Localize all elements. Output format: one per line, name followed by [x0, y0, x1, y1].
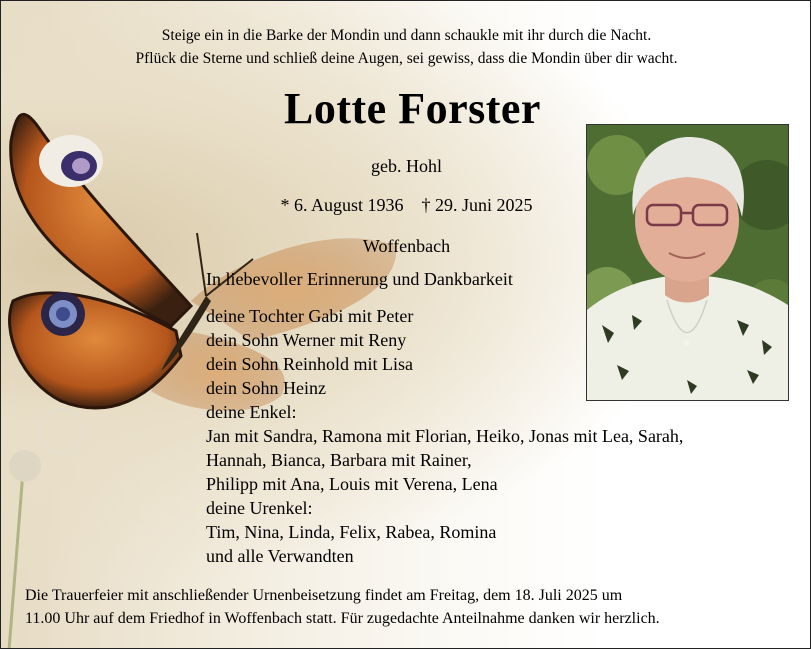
list-item: deine Enkel:	[206, 402, 297, 422]
list-item: Hannah, Bianca, Barbara mit Rainer,	[206, 450, 472, 470]
list-item: deine Tochter Gabi mit Peter	[206, 306, 414, 326]
list-item: Jan mit Sandra, Ramona mit Florian, Heiko, Jonas mit Lea, Sarah,	[206, 426, 684, 446]
list-item: Tim, Nina, Linda, Felix, Rabea, Romina	[206, 522, 497, 542]
list-item: Philipp mit Ana, Louis mit Verena, Lena	[206, 474, 498, 494]
list-item: deine Urenkel:	[206, 498, 313, 518]
verse-line-1: Steige ein in die Barke der Mondin und dann schaukle mit ihr durch die Nacht.	[161, 27, 652, 44]
maiden-name: geb. Hohl	[371, 156, 442, 176]
list-item: dein Sohn Reinhold mit Lisa	[206, 354, 413, 374]
funeral-notice	[25, 584, 795, 630]
list-item: dein Sohn Heinz	[206, 378, 326, 398]
place: Woffenbach	[362, 236, 451, 256]
funeral-notice-line-1: Die Trauerfeier mit anschließender Urnenbeisetzung findet am Freitag, dem 18. Juli 2025 um	[25, 587, 623, 604]
deceased-name: Lotte Forster	[284, 84, 541, 133]
remembrance-intro: In liebevoller Erinnerung und Dankbarkeit	[206, 269, 513, 289]
death-date: † 29. Juni 2025	[421, 195, 533, 215]
list-item: dein Sohn Werner mit Reny	[206, 330, 407, 350]
funeral-notice-line-2: 11.00 Uhr auf dem Friedhof in Woffenbach statt. Für zugedachte Anteilnahme danken wir herzlich.	[25, 610, 660, 627]
birth-date: * 6. August 1936	[280, 195, 404, 215]
verse	[1, 24, 811, 70]
family-list	[206, 304, 683, 568]
verse-line-2: Pflück die Sterne und schließ deine Augen, sei gewiss, dass die Mondin über dir wacht.	[135, 50, 678, 67]
list-item: und alle Verwandten	[206, 546, 354, 566]
